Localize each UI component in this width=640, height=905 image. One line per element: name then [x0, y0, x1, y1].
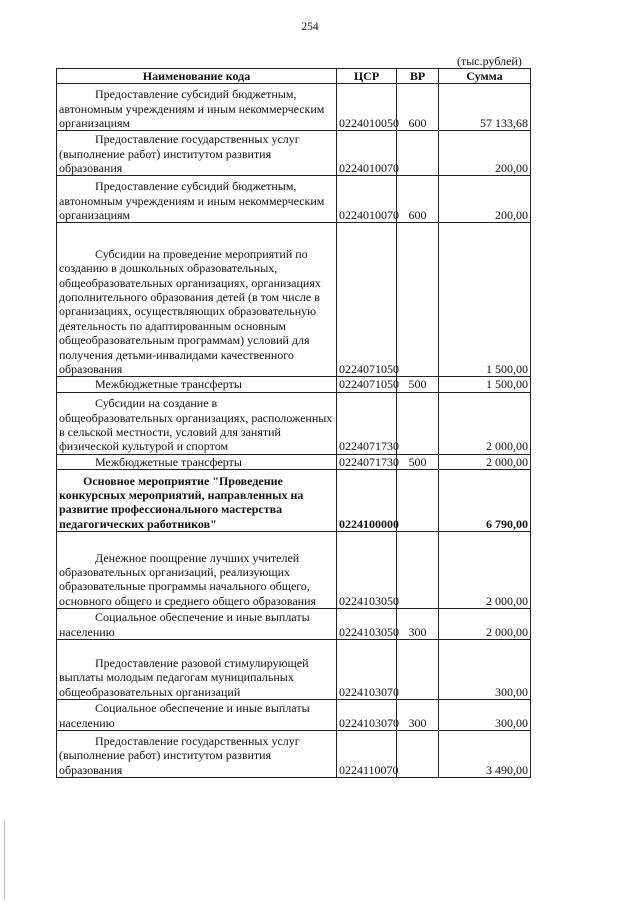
- row-csr: 0224103070: [337, 640, 397, 700]
- row-name: Предоставление субсидий бюджетным, автономным учреждениям и иным некоммерческим организациям: [57, 84, 337, 131]
- row-csr: 0224010050: [337, 84, 397, 131]
- table-row: [57, 392, 531, 454]
- row-sum: 2 000,00: [439, 532, 531, 609]
- row-name: Предоставление государственных услуг (выполнение работ) институтом развития образования: [57, 131, 337, 176]
- row-csr: 0224071050: [337, 223, 397, 377]
- row-sum: 3 490,00: [439, 731, 531, 778]
- row-vr: [397, 731, 439, 778]
- row-csr: 0224103050: [337, 609, 397, 640]
- row-vr: 300: [397, 700, 439, 731]
- table-row: [57, 470, 531, 532]
- table-row: [57, 84, 531, 131]
- row-csr: 0224071730: [337, 392, 397, 454]
- scan-edge-line: [4, 820, 5, 900]
- header-csr: ЦСР: [337, 69, 397, 84]
- header-vr: ВР: [397, 69, 439, 84]
- table-row: [57, 223, 531, 377]
- row-vr: [397, 640, 439, 700]
- table-header: [57, 69, 531, 84]
- row-name: Субсидии на проведение мероприятий по созданию в дошкольных образовательных, общеобразовательных организациях, организациях дополнительного образования детей (в том числе в организациях, осуществляющих образовательную деятельность по адаптированным основным общеобразовательным программам) условий для получения детьми-инвалидами качественного образования: [57, 223, 337, 377]
- budget-table: [56, 68, 531, 778]
- row-name: Межбюджетные трансферты: [57, 454, 337, 469]
- row-name: Субсидии на создание в общеобразовательных организациях, расположенных в сельской местности, условий для занятий физической культурой и спортом: [57, 392, 337, 454]
- row-sum: 1 500,00: [439, 377, 531, 392]
- row-csr: 0224103050: [337, 532, 397, 609]
- table-row: [57, 731, 531, 778]
- row-vr: 600: [397, 176, 439, 223]
- header-name: Наименование кода: [57, 69, 337, 84]
- row-vr: 600: [397, 84, 439, 131]
- table-row: [57, 609, 531, 640]
- table-row: [57, 700, 531, 731]
- page-number: 254: [301, 21, 319, 33]
- header-sum: Сумма: [439, 69, 531, 84]
- row-vr: 500: [397, 454, 439, 469]
- row-csr: 0224010070: [337, 176, 397, 223]
- row-sum: 300,00: [439, 640, 531, 700]
- row-vr: [397, 223, 439, 377]
- row-sum: 200,00: [439, 176, 531, 223]
- table-row: [57, 454, 531, 469]
- row-sum: 6 790,00: [439, 470, 531, 532]
- row-csr: 0224071730: [337, 454, 397, 469]
- row-name: Денежное поощрение лучших учителей образовательных организаций, реализующих образовательные программы начального общего, основного общего и среднего общего образования: [57, 532, 337, 609]
- table-row: [57, 532, 531, 609]
- row-name: Предоставление государственных услуг (выполнение работ) институтом развития образования: [57, 731, 337, 778]
- table-row: [57, 377, 531, 392]
- row-sum: 1 500,00: [439, 223, 531, 377]
- row-vr: [397, 392, 439, 454]
- row-sum: 2 000,00: [439, 454, 531, 469]
- row-name: Межбюджетные трансферты: [57, 377, 337, 392]
- row-name: Предоставление субсидий бюджетным, автономным учреждениям и иным некоммерческим организациям: [57, 176, 337, 223]
- row-sum: 300,00: [439, 700, 531, 731]
- table-row: [57, 131, 531, 176]
- row-name: Предоставление разовой стимулирующей выплаты молодым педагогам муниципальных общеобразовательных организаций: [57, 640, 337, 700]
- row-vr: [397, 532, 439, 609]
- row-sum: 2 000,00: [439, 609, 531, 640]
- row-vr: [397, 131, 439, 176]
- table-row: [57, 640, 531, 700]
- row-sum: 2 000,00: [439, 392, 531, 454]
- row-csr: 0224071050: [337, 377, 397, 392]
- row-csr: 0224010070: [337, 131, 397, 176]
- row-csr: 0224103070: [337, 700, 397, 731]
- row-name: Основное мероприятие "Проведение конкурсных мероприятий, направленных на развитие профессионального мастерства педагогических работников": [57, 470, 337, 532]
- row-vr: 500: [397, 377, 439, 392]
- unit-label: (тыс.рублей): [457, 54, 522, 68]
- row-sum: 57 133,68: [439, 84, 531, 131]
- row-name: Социальное обеспечение и иные выплаты населению: [57, 700, 337, 731]
- row-sum: 200,00: [439, 131, 531, 176]
- row-csr: 0224110070: [337, 731, 397, 778]
- row-name: Социальное обеспечение и иные выплаты населению: [57, 609, 337, 640]
- row-vr: 300: [397, 609, 439, 640]
- table-row: [57, 176, 531, 223]
- row-csr: 0224100000: [337, 470, 397, 532]
- row-vr: [397, 470, 439, 532]
